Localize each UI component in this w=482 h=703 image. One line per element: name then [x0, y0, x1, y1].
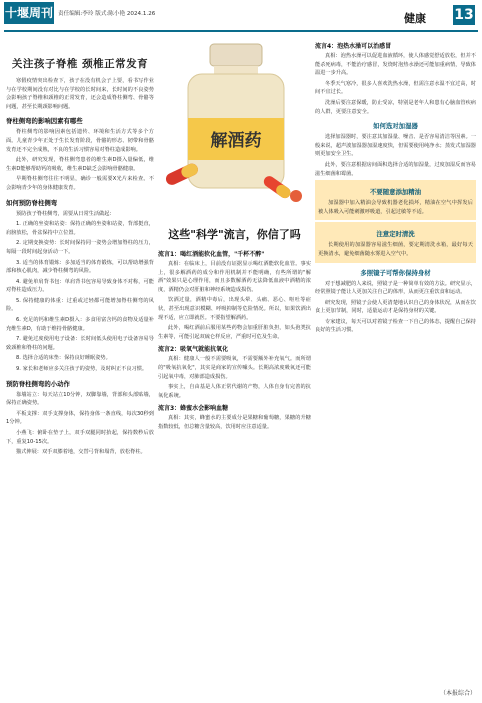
- paragraph: 专家建议，每天可以对着镜子检查一下自己的体态，提醒自己保持良好的生活习惯。: [315, 318, 476, 334]
- bottle-cap: [210, 44, 262, 66]
- paragraph: 选择加湿器时，要注意其加湿量、噪音、是否容易清洁等因素。一般来说，超声波加湿器加湿速度快，但需要使用纯净水；蒸发式加湿器则更加安全卫生。: [315, 134, 476, 158]
- bottle-neck: [214, 66, 258, 74]
- source-note: （本报综合）: [440, 690, 477, 697]
- paragraph: 此外，要注意根据房间面积选择合适的加湿量，过度加湿反而容易滋生细菌和霉菌。: [315, 161, 476, 177]
- paragraph: 真相：在临床上，目前没有证据显示喝红酒能软化血管。事实上，很多解酒药的成分和作用机制并不能明确，有些所谓的"解酒"效果只是心理作用，而且多数解酒药无法降低血液中酒精的浓度，酒精仍会对肝脏和神经系统造成损伤。: [158, 261, 311, 293]
- paragraph: 真相：健康人一般不需要吸氧，不需要额外补充氧气。而所谓的"吸氧抗氧化"，其实是商家的宣传噱头。长期高浓度吸氧还可能引起氧中毒，对肺部造成损伤。: [158, 356, 311, 380]
- right-article: [315, 38, 476, 698]
- subheading: 多照镜子可帮你保持身材: [360, 268, 431, 277]
- paragraph: 洗澡后要注意保暖，防止受凉，特别是老年人和患有心脑血管疾病的人群，更要注意安全。: [315, 99, 476, 115]
- paragraph: 冬季天气寒冷，很多人喜欢洗热水澡，但需注意水温不宜过高，时间不宜过长。: [315, 80, 476, 96]
- paragraph: 寒假疫情突出检查下，孩子在没有机会子上要，看书写作业与在学校期间没有对比与在学校的长时间来，长时间的不良姿势会影响孩子脊椎和颈椎的正常发育，还会造成脊柱侧弯、骨骼等问题，甚至长期颈影响问题。: [6, 78, 154, 110]
- paragraph: 对于想减肥的人来说，照镜子是一种简单有效的方法。研究显示，经常照镜子能让人更加关注自己的体形，从而更注重饮食和运动。: [315, 280, 476, 296]
- list-item: 8. 选择合适的床垫：保持良好睡眠姿势。: [16, 355, 111, 362]
- edition-meta: 责任编辑:李玲 版式:陈小艳 2024.1.26: [58, 11, 156, 17]
- medicine-bottle-illustration: [158, 36, 313, 208]
- middle-article: [158, 246, 311, 698]
- paragraph: 加湿器中加入精油会导致机器老化损坏，精油在空气中挥发后被人体吸入可能刺激呼吸道，引起过敏等不适。: [318, 200, 473, 215]
- list-item: 靠墙站立：每天站立10分钟，双脚靠墙，背部和头部贴墙，保持正确姿势。: [6, 391, 154, 407]
- paragraph: 事实上，自由基是人体正常代谢的产物，人体自身有完善的抗氧化系统。: [158, 384, 311, 399]
- masthead: [0, 0, 482, 32]
- list-item: 猫式伸展：双手双膝着地，交替弓背和塌背，放松脊柱。: [16, 449, 146, 456]
- bottle-label-text: 解酒药: [210, 131, 262, 151]
- list-item: 3. 适当的体育锻炼：多加适当的体育锻炼，可以帮助增强背部和核心肌肉，减少脊柱侧弯的风险。: [6, 259, 154, 275]
- left-article: [6, 38, 154, 698]
- paragraph: 此外，研究发现，脊柱侧弯患者的维生素D摄入量偏低，维生素D能够帮助钙的吸收，维生素D缺乏会影响骨骼健康。: [6, 157, 154, 172]
- subheading: 注意定时清洗: [376, 230, 415, 239]
- list-item: 6. 充足的钙和维生素D摄入：多食用富含钙的食物及适量补充维生素D，有助于维持骨骼健康。: [6, 317, 154, 332]
- section-name: 健康: [404, 12, 426, 25]
- newspaper-logo: 十堰周刊: [4, 2, 54, 24]
- paragraph: 真相：其实，蜂蜜水的主要成分是果糖和葡萄糖，果糖的升糖指数较低，但总糖含量较高，饮用时应注意适量。: [158, 415, 311, 430]
- paragraph: 预防孩子脊柱侧弯，需要从日常生活做起：: [16, 210, 115, 217]
- list-item: 1. 正确的坐姿和站姿：保持正确的坐姿和站姿，背部挺直，肩膀放松，骨盆保持中立位置。: [6, 221, 154, 236]
- pill-tablet: [290, 190, 302, 202]
- list-item: 平板支撑：双手支撑身体，保持身体一条直线，每次30秒到1分钟。: [6, 410, 154, 426]
- list-item: 4. 避免单肩背书包：单肩背书包容易导致身体不对称，可能对脊柱造成压力。: [6, 278, 154, 294]
- feature-headline: 这些"科学"流言，你信了吗: [168, 228, 301, 241]
- list-item: 5. 保持健康的体重：过重或过轻都可能增加脊柱侧弯的风险。: [6, 297, 154, 313]
- subheading: 不要随意添加精油: [369, 188, 422, 197]
- rumor-title: 流言3：蜂蜜水会影响血糖: [158, 405, 229, 413]
- rumor-title: 流言2：吸氧气就能抗氧化: [158, 346, 229, 354]
- paragraph: 早期脊柱侧弯往往不明显，确诊一般需要X光片来检查。不会影响青少年的身体健康发育。: [6, 176, 154, 191]
- rumor-title: 流言4：泡热水澡可以治感冒: [315, 43, 392, 50]
- paragraph: 饮酒过量，酒精中毒后，出现头晕、头痛、恶心、呕吐等症状，甚至出现意识模糊、呼吸抑制等危险情况。所以，如果饮酒出现不适，应立即就医。不要指望解酒药。: [158, 297, 311, 321]
- masthead-rule: [4, 30, 478, 32]
- list-item: 2. 定期变换姿势：长时间保持同一姿势会增加脊柱的压力，每隔一段时间起身活动一下。: [6, 240, 154, 255]
- paragraph: 脊柱侧弯的影响因素包括遗传、环境和生活方式等多个方面。儿童青少年正处于生长发育阶段，骨骼的形态、韧带和骨骼发育还不完全成熟，不良的生活习惯容易对脊柱造成影响。: [6, 129, 154, 153]
- subheading: 如何预防脊柱侧弯: [6, 198, 58, 207]
- list-item: 9. 家长和老师应多关注孩子的姿势，及时纠正不良习惯。: [16, 366, 148, 373]
- list-item: 7. 避免过度使用电子设备：长时间低头使用电子设备容易导致颈椎和脊柱的问题。: [6, 336, 154, 351]
- paragraph: 长期使用的加湿器容易滋生细菌，要定期清洗水箱，最好每天更换清水，避免细菌随水雾进入空气中。: [318, 242, 473, 257]
- article-title-spine: 关注孩子脊椎 颈椎正常发育: [11, 58, 149, 70]
- highlight-band: [315, 180, 476, 220]
- subheading: 预防脊柱侧弯的小动作: [6, 379, 70, 388]
- subheading: 如何选对加湿器: [373, 122, 418, 131]
- paragraph: 研究发现，照镜子会使人更清楚地认识自己的身体状况，从而在饮食上更加节制，同时，适量运动才是保持身材的关键。: [315, 299, 476, 315]
- rumor-title: 流言1：喝红酒能软化血管，"千杯不醉": [158, 251, 265, 258]
- page-number: 13: [454, 7, 474, 23]
- paragraph: 此外，喝红酒前后服用某些药物会加重肝脏负担，如头孢类抗生素等，可能引起双硫仑样反应，严重时可危及生命。: [158, 325, 311, 340]
- paragraph: 真相：泡热水澡可以促进血液循环，使人体感觉舒适放松，但并不能杀死病毒，不能治疗感冒，发烧时泡热水澡还可能加重病情，导致体温进一步升高。: [315, 53, 476, 77]
- subheading: 脊柱侧弯的影响因素有哪些: [6, 117, 83, 126]
- list-item: 小燕飞：俯卧在垫子上，双手双腿同时抬起，保持数秒后放下，重复10-15次。: [6, 430, 154, 445]
- highlight-band: [315, 222, 476, 262]
